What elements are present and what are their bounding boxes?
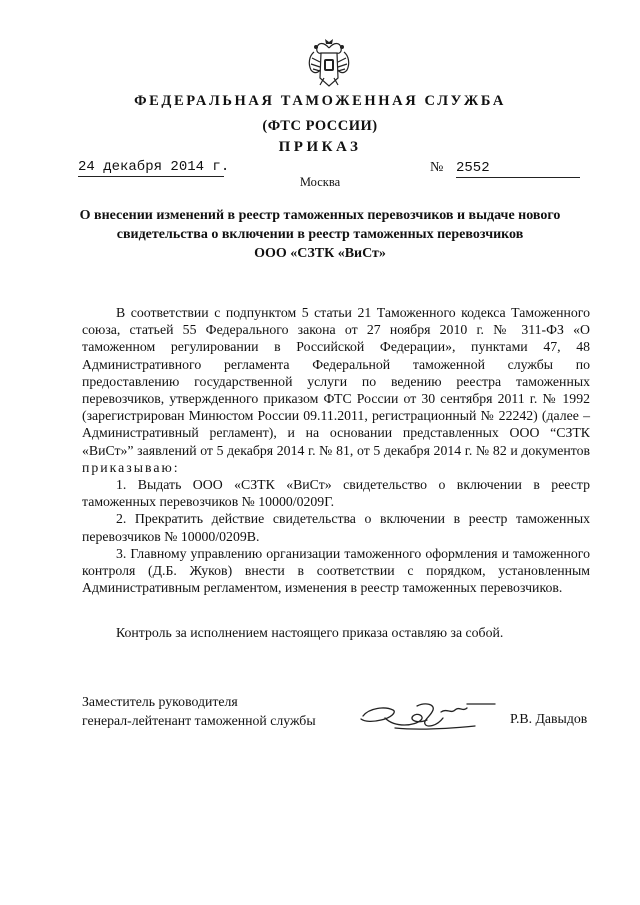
document-title — [60, 206, 580, 263]
position-line-2: генерал-лейтенант таможенной службы — [82, 713, 316, 728]
order-number: 2552 — [456, 160, 580, 178]
order-item-3: 3. Главному управлению организации таможенного оформления и таможенного контроля (Д.Б. Жуков) внести в соответствии с порядком, установленным Административным регламентом, изменения в реестр таможенных перевозчиков. — [82, 545, 590, 596]
title-line-2: свидетельства о включении в реестр таможенных перевозчиков — [116, 227, 524, 242]
order-word: приказываю: — [82, 459, 180, 475]
agency-name: ФЕДЕРАЛЬНАЯ ТАМОЖЕННАЯ СЛУЖБА — [134, 93, 506, 109]
city: Москва — [299, 175, 341, 189]
order-date: 24 декабря 2014 г. — [78, 159, 230, 175]
title-line-1: О внесении изменений в реестр таможенных перевозчиков и выдаче нового — [79, 208, 561, 223]
document-type: ПРИКАЗ — [278, 139, 362, 155]
control-statement: Контроль за исполнением настоящего приказа оставляю за собой. — [116, 625, 504, 640]
title-line-3: ООО «СЗТК «ВиСт» — [254, 246, 386, 261]
order-body — [82, 304, 590, 596]
signatory-position — [82, 692, 316, 730]
position-line-1: Заместитель руководителя — [82, 694, 238, 709]
signatory-name: Р.В. Давыдов — [510, 711, 588, 726]
agency-short-name: (ФТС РОССИИ) — [262, 118, 378, 134]
order-item-1: 1. Выдать ООО «СЗТК «ВиСт» свидетельство о включении в реестр таможенных перевозчиков № 10000/0209Г. — [82, 477, 590, 510]
intro-paragraph — [82, 304, 590, 476]
handwritten-signature-icon — [355, 698, 500, 734]
double-headed-eagle-emblem-icon — [306, 38, 352, 90]
order-item-2: 2. Прекратить действие свидетельства о включении в реестр таможенных перевозчиков № 10000/0209В. — [82, 511, 590, 544]
number-sign: № — [430, 160, 444, 175]
intro-text: В соответствии с подпунктом 5 статьи 21 Таможенного кодекса Таможенного союза, статьей 55 Федерального закона от 27 ноября 2010 г. № 311-ФЗ «О таможенном регулировании в Российской Федерации», пунктами 47, 48 Административного регламента Федеральной таможенной службы по предоставлению государственной услуги по ведению реестра таможенных перевозчиков, утвержденного приказом ФТС России от 30 сентября 2011 г. № 1992 (зарегистрирован Минюстом России 09.11.2011, регистрационный № 22242) (далее – Административный регламент), и на основании представленных ООО “СЗТК «ВиСт»” заявлений от 5 декабря 2014 г. № 81, от 5 декабря 2014 г. № 82 и документов — [82, 305, 590, 458]
